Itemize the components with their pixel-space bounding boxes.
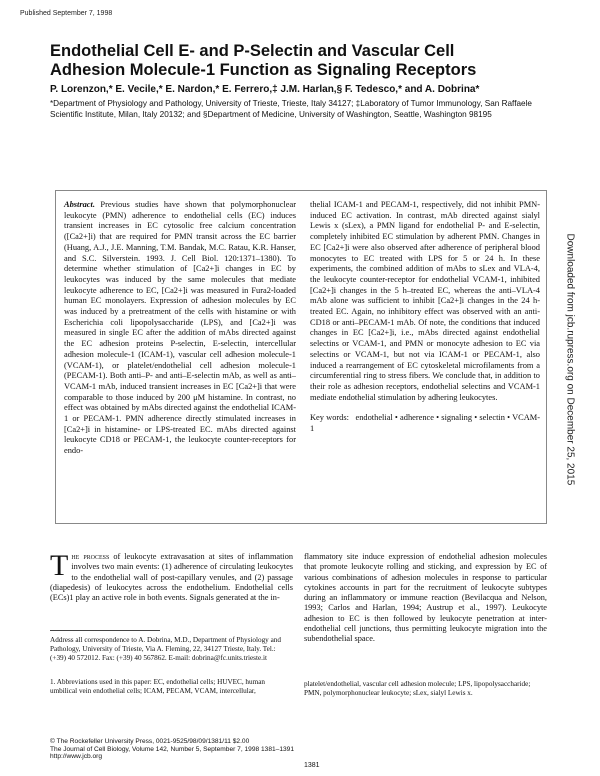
abstract-text-left: Previous studies have shown that polymorphonuclear leukocyte (PMN) adherence to endothelial cells (EC) induces transient increases in EC cytosolic free calcium concentration ([Ca2+]i) that are required for PMN transit across the EC barrier (Huang, A.J., J.E. Manning, T.M. Bandak, M.C. Ratau, K.R. Hanser, and S.C. Silverstein. 1993. J. Cell Biol. 120:1371–1380). To determine whether stimulation of [Ca2+]i changes in EC by leukocytes was induced by the same molecules that mediate leukocyte adherence to EC, [Ca2+]i was measured in Fura2-loaded human EC monolayers. Expression of adhesion molecules by EC was induced by a pretreatment of the cells with histamine or with Escherichia coli lipopolysaccharide (LPS), and [Ca2+]i was measured in single EC after the addition of mAbs directed against the EC adhesion proteins P-selectin, E-selectin, intercellular adhesion molecule-1 (ICAM-1), vascular cell adhesion molecule-1 (VCAM-1), or platelet/endothelial cell adhesion molecule-1 (PECAM-1). Both anti–P- and anti–E-selectin mAb, as well as anti–VCAM-1 mAb, induced transient increases in EC [Ca2+]i that were comparable to those induced by 200 μM histamine. In contrast, no effect was obtained by mAbs directed against the endothelial ICAM-1 or PECAM-1. PMN adherence directly stimulated increases in [Ca2+]i in histamine- or LPS-treated EC. mAbs directed against leukocyte CD18 or PECAM-1, the leukocyte counter-receptors for endo- [64, 200, 297, 456]
keywords [310, 413, 540, 434]
body-text-left: of leukocyte extravasation at sites of inflammation involves two main events: (1) adherence of circulating leukocytes to the endothelial wall of post-capillary venules, and (2) passage (diapedesis) of leukocytes across the endothelium. Endothelial cells (ECs)1 play an active role in both events. Signals generated at the in- [50, 552, 293, 603]
abbreviations-footnote-right: platelet/endothelial, vascular cell adhesion molecule; LPS, lipopolysaccharide; PMN, polymorphonuclear leukocyte; sLex, sialyl Lewis x. [304, 680, 531, 697]
body-right-column: flammatory site induce expression of endothelial adhesion molecules that promote leukocyte rolling and sticking, and expression by EC of various combinations of adhesion molecules in response to particular cytokines accounts in part for the recruitment of leukocyte subtypes during an inflammatory or immune reaction (Bevilacqua and Nelson, 1993; Carlos and Harlan, 1994; Austrup et al., 1997). Leukocyte adhesion to EC is then followed by leukocyte penetration at inter-endothelial cell junctions, thus permitting leukocyte migration into the subendothelial space. [304, 552, 547, 644]
page-number: 1381 [304, 762, 320, 769]
footnote-rule [50, 630, 160, 631]
journal-url[interactable]: http://www.jcb.org [50, 753, 103, 761]
abstract-left-column [64, 200, 296, 457]
abstract-label: Abstract. [64, 200, 95, 209]
keywords-label: Key words: [310, 413, 349, 423]
abstract-right-column [310, 200, 540, 435]
published-date: Published September 7, 1998 [20, 10, 113, 17]
download-watermark [560, 233, 580, 516]
correspondence-address: Address all correspondence to A. Dobrina, M.D., Department of Physiology and Pathology, University of Trieste, Via A. Fleming, 22, 34127 Trieste, Italy. Tel.: (+39) 40 572012. Fax: (+39) 40 567862. E-mail: dobrina@fc.units.trieste.it [50, 636, 281, 662]
page-footer [50, 738, 350, 761]
drop-cap: T [50, 549, 69, 582]
affiliations: *Department of Physiology and Pathology, University of Trieste, Trieste, Italy 34127; ‡Laboratory of Tumor Immunology, San Raffaele Scientific Institute, Milan, Italy 20132; and §Department of Medicine, University of Washington, Seattle, Washington 98195 [50, 99, 532, 119]
download-watermark-text: Downloaded from jcb.rupress.org on December 25, 2015 [564, 233, 576, 486]
keywords-text: endothelial • adherence • signaling • selectin • VCAM-1 [310, 413, 540, 434]
body-lead-smallcaps: he process [71, 552, 110, 561]
article-title: Endothelial Cell E- and P-Selectin and Vascular Cell Adhesion Molecule-1 Function as Signaling Receptors [50, 42, 477, 79]
abbreviations-footnote-left: 1. Abbreviations used in this paper: EC, endothelial cells; HUVEC, human umbilical vein endothelial cells; ICAM, PECAM, VCAM, intercellular, [50, 678, 265, 695]
copyright-line: © The Rockefeller University Press, 0021-9525/98/09/1381/11 $2.00 [50, 738, 250, 745]
abstract-text-right: thelial ICAM-1 and PECAM-1, respectively, did not inhibit PMN-induced EC activation. In contrast, mAb directed against sialyl Lewis x (sLex), a PMN ligand for endothelial P- and E-selectin, completely inhibited EC stimulation by adherent PMN. Changes in EC [Ca2+]i were also observed after adherence of peripheral blood monocytes to EC treated with LPS for 5 or 24 h. In these experiments, the combined addition of mAbs to sLex and VLA-4, the leukocyte counter-receptor for endothelial VCAM-1, inhibited [Ca2+]i changes in the 5 h–treated EC, whereas the anti–VLA-4 mAb alone was sufficient to inhibit [Ca2+]i changes in the 24 h-treated EC. Again, no inhibitory effect was observed with an anti-CD18 or anti–PECAM-1 mAb. Of note, the conditions that induced changes in EC [Ca2+]i, i.e., mAbs directed against endothelial selectins or VCAM-1, and PMN or monocyte adhesion to EC via selectins or VCAM-1, but not via ICAM-1 or PECAM-1, also induced a rearrangement of EC cytoskeletal microfilaments from a circumferential ring to stress fibers. We conclude that, in addition to their role as adhesion receptors, endothelial selectins and VCAM-1 mediate endothelial stimulation by adhering leukocytes. [310, 200, 540, 402]
author-list: P. Lorenzon,* E. Vecile,* E. Nardon,* E. Ferrero,‡ J.M. Harlan,§ F. Tedesco,* and A. Dobrina* [50, 84, 480, 95]
journal-citation: The Journal of Cell Biology, Volume 142, Number 5, September 7, 1998 1381–1391 [50, 745, 295, 753]
body-left-column [50, 549, 293, 603]
